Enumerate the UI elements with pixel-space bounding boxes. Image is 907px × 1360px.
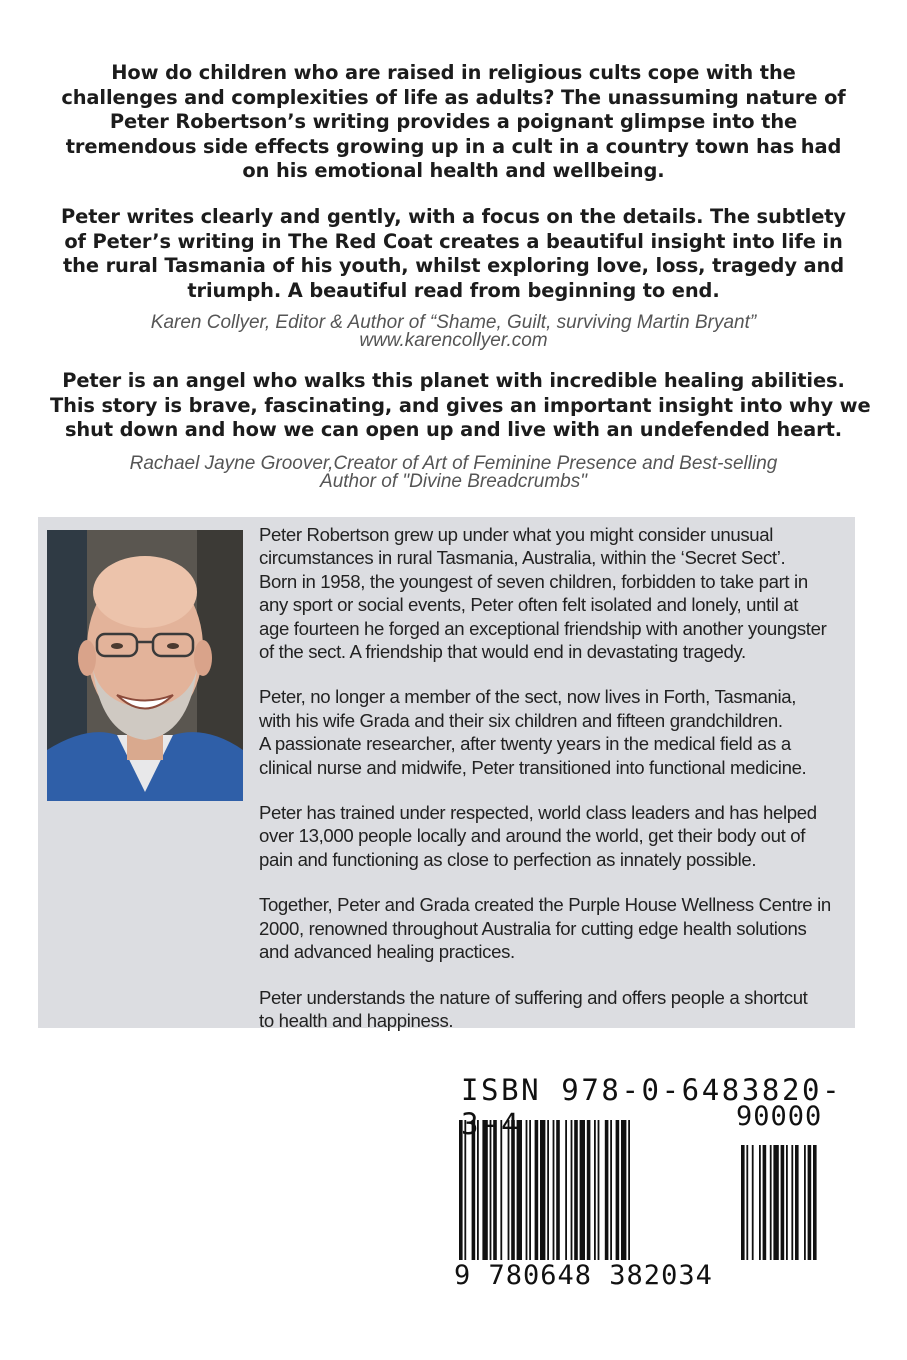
barcode-bar [565,1120,567,1260]
barcode-bar [472,1120,476,1260]
bio-line: Peter Robertson grew up under what you might consider unusual [259,524,774,545]
bio-line: of the sect. A friendship that would end in devastating tragedy. [259,641,746,663]
bio-line: Peter understands the nature of suffering and offers people a shortcut [259,986,808,1008]
review-credit-2 [40,455,867,491]
review-credit-1 [40,314,867,350]
barcode-bar [500,1120,502,1260]
blurb-line: shut down and how we can open up and live with an undefended heart. [64,418,843,442]
isbn-barcode [449,1070,849,1300]
barcode-bar [459,1120,463,1260]
barcode-bar [490,1120,492,1260]
barcode-bar [808,1145,812,1260]
isbn-label: ISBN 978-0-6483820-3-4 [461,1073,843,1141]
barcode-bar [517,1120,522,1260]
blurb-line: Peter writes clearly and gently, with a focus on the details. The subtlety [61,205,846,228]
barcode-bar [781,1145,785,1260]
bio-line: clinical nurse and midwife, Peter transitioned into functional medicine. [259,756,807,778]
blurb-line: Peter Robertson’s writing provides a poignant glimpse into the [109,110,798,134]
bio-paragraph [259,523,843,663]
credit-website: www.karencollyer.com [359,330,548,351]
barcode-digits: 9 780648 382034 [454,1260,713,1291]
barcode-bar [786,1145,788,1260]
barcode-bar [587,1120,591,1260]
barcode-bar [526,1120,528,1260]
barcode-bar [508,1120,510,1260]
barcode-bar [605,1120,609,1260]
bio-line: A passionate researcher, after twenty years in the medical field as a [259,733,791,755]
barcode-bar [594,1120,596,1260]
barcode-bar [763,1145,767,1260]
barcode-bar [464,1120,466,1260]
blurb-line: How do children who are raised in religious cults cope with the [111,61,796,84]
barcode-bar [535,1120,539,1260]
credit-line: Rachael Jayne Groover,Creator of Art of Feminine Presence and Best-selling [129,453,778,474]
bio-line: Together, Peter and Grada created the Purple House Wellness Centre in [259,894,831,916]
barcode-bar [571,1120,573,1260]
bio-line: and advanced healing practices. [259,941,515,963]
blurb-line: the rural Tasmania of his youth, whilst exploring love, loss, tragedy and [63,254,844,278]
blurb-line: challenges and complexities of life as adults? The unassuming nature of [61,85,846,109]
bio-line: over 13,000 people locally and around the world, get their body out of [259,825,806,847]
blurb-paragraph-3 [50,369,871,443]
bio-paragraph [259,986,843,1033]
blurb-line: on his emotional health and wellbeing. [242,159,665,183]
barcode-bar [556,1120,560,1260]
barcode-bar [621,1120,626,1260]
author-bio-panel [38,517,855,1031]
barcode-bar [770,1145,772,1260]
blurb-paragraph-1 [50,61,857,184]
credit-line: Karen Collyer, Editor & Author of “Shame, Guilt, surviving Martin Bryant” [150,312,757,333]
barcode-bar [813,1145,817,1260]
bio-line: Born in 1958, the youngest of seven children, forbidden to take part in [259,570,808,592]
barcode-bar [547,1120,549,1260]
barcode-bar [482,1120,487,1260]
bio-line: to health and happiness. [259,1009,454,1031]
barcode-bar [610,1120,612,1260]
barcode-bar [746,1145,748,1260]
barcode-bar [773,1145,778,1260]
blurb-line: This story is brave, fascinating, and gives an important insight into why we [50,393,871,417]
bio-line: Peter, no longer a member of the sect, now lives in Forth, Tasmania, [259,686,797,708]
barcode-bar [540,1120,545,1260]
barcode-bar [511,1120,515,1260]
barcode-bar [598,1120,600,1260]
credit-line: Author of "Divine Breadcrumbs" [320,471,587,492]
barcode-bar [804,1145,806,1260]
author-bio-text [259,523,843,1054]
bio-paragraph [259,801,843,871]
barcode-bar [795,1145,799,1260]
blurb-line: of Peter’s writing in The Red Coat creates a beautiful insight into life in [64,229,843,253]
author-photo [47,530,243,801]
barcode-bars [459,1120,849,1270]
barcode-bar [553,1120,555,1260]
barcode-bar [477,1120,479,1260]
barcode-bar [759,1145,761,1260]
barcode-bar [529,1120,531,1260]
bio-line: Peter has trained under respected, world class leaders and has helped [259,802,817,824]
bio-line: circumstances in rural Tasmania, Australia, within the ‘Secret Sect’. [259,547,786,569]
barcode-bar [493,1120,497,1260]
blurb-line: triumph. A beautiful read from beginning to end. [187,278,720,302]
barcode-bar [574,1120,578,1260]
barcode-bar [752,1145,754,1260]
blurb-line: tremendous side effects growing up in a cult in a country town has had [65,134,842,158]
bio-line: any sport or social events, Peter often felt isolated and lonely, until at [259,594,799,616]
barcode-bar [580,1120,585,1260]
barcode-bar [616,1120,620,1260]
bio-line: pain and functioning as close to perfection as innately possible. [259,848,757,870]
bio-line: age fourteen he forged an exceptional friendship with another youngster [259,617,827,639]
bio-line: 2000, renowned throughout Australia for cutting edge health solutions [259,917,807,939]
barcode-bar [791,1145,793,1260]
barcode-bar [628,1120,630,1260]
barcode-bar [741,1145,745,1260]
bio-paragraph [259,685,843,779]
bio-paragraph [259,893,843,963]
price-code: 90000 [736,1101,823,1132]
bio-line: with his wife Grada and their six children and fifteen grandchildren. [259,709,783,731]
blurb-line: Peter is an angel who walks this planet with incredible healing abilities. [62,369,845,392]
blurb-paragraph-2 [50,205,857,303]
